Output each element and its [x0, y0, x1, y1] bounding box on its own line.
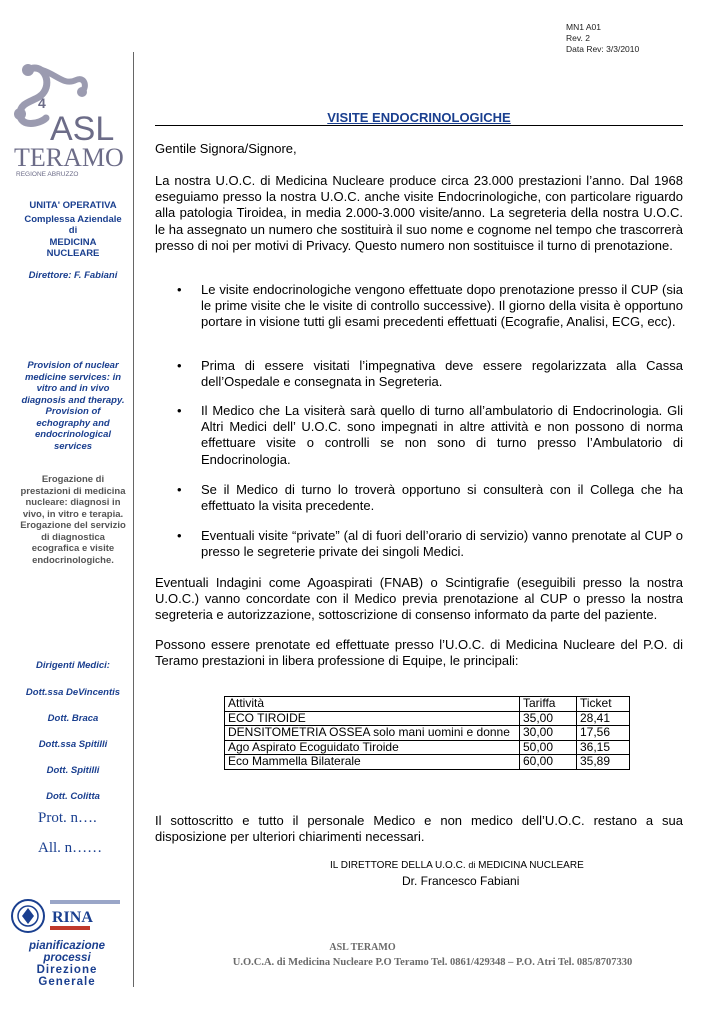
- svg-text:ASL: ASL: [50, 110, 115, 148]
- bullet-icon: •: [177, 482, 182, 497]
- bullet-item: Eventuali visite “private” (al di fuori dell’orario di servizio) vanno prenotate al CUP o presso le segreterie private dei singoli Medici.: [201, 528, 683, 560]
- asl-logo: [12, 58, 130, 178]
- unit-line-5: NUCLEARE: [46, 248, 100, 259]
- signature-role-part: di: [468, 860, 476, 870]
- rina-seal-icon: [10, 898, 122, 934]
- doc-date: Data Rev: 3/3/2010: [566, 44, 640, 54]
- svg-text:4: 4: [38, 95, 46, 111]
- svg-text:RINA: RINA: [52, 909, 93, 926]
- bullet-item: Le visite endocrinologiche vengono effettuate dopo prenotazione presso il CUP (sia le prime visite che le visite di controllo successive). Il giorno della visita è opportuno portare in visione tutti gli esami precedenti effettuati (Ecografie, Analisi, ECG, ecc).: [201, 282, 683, 330]
- table-row: [225, 711, 630, 726]
- closing-paragraph: Il sottoscritto e tutto il personale Medico e non medico dell’U.O.C. restano a sua disposizione per ulteriori chiarimenti necessari.: [155, 813, 683, 845]
- greeting: Gentile Signora/Signore,: [155, 141, 297, 156]
- table-row: [225, 740, 630, 755]
- page-title: VISITE ENDOCRINOLOGICHE: [327, 110, 511, 125]
- unit-line-3: di: [68, 225, 78, 236]
- table-cell: 35,00: [520, 711, 577, 726]
- bullet-item: Il Medico che La visiterà sarà quello di turno all’ambulatorio di Endocrinologia. Gli Altri Medici dell’ U.O.C. sono impegnati in altre attività e non possono di norma effettuare visite o controlli se non sono di turno presso l’Ambulatorio di Endocrinologia.: [201, 403, 683, 467]
- signature-role-part: IL DIRETTORE DELLA U.O.C.: [330, 860, 469, 871]
- bullet-icon: •: [177, 358, 182, 373]
- sidebar-divider: [133, 52, 134, 987]
- table-cell: ECO TIROIDE: [225, 711, 520, 726]
- bullet-item: Se il Medico di turno lo troverà opportuno si consulterà con il Collega che ha effettuato la visita precedente.: [201, 482, 683, 514]
- table-row: [225, 755, 630, 770]
- unit-block: [18, 200, 128, 260]
- signature-name: Dr. Francesco Fabiani: [402, 874, 520, 888]
- bullet-item: Prima di essere visitati l’impegnativa deve essere regolarizzata alla Cassa dell’Ospedale e consegnata in Segreteria.: [201, 358, 683, 390]
- unit-line-1: UNITA' OPERATIVA: [29, 200, 117, 211]
- direzione-label: Direzione Generale: [36, 964, 98, 988]
- svg-text:TERAMO: TERAMO: [14, 143, 124, 172]
- tariff-table: [224, 696, 630, 770]
- protocol-number: Prot. n….: [38, 810, 97, 826]
- libera-professione-paragraph: Possono essere prenotate ed effettuate presso l’U.O.C. di Medicina Nucleare del P.O. di Teramo prestazioni in libera professione di Equipe, le principali:: [155, 637, 683, 669]
- table-cell: 35,89: [577, 755, 630, 770]
- signature-role: [330, 860, 584, 871]
- svg-text:REGIONE ABRUZZO: REGIONE ABRUZZO: [16, 171, 79, 178]
- table-cell: Eco Mammella Bilaterale: [225, 755, 520, 770]
- doctor-item: Dott. Spitilli: [46, 765, 100, 776]
- bullet-icon: •: [177, 403, 182, 418]
- table-cell: 60,00: [520, 755, 577, 770]
- rina-certification-badge: [10, 898, 122, 934]
- indagini-paragraph: Eventuali Indagini come Agoaspirati (FNAB) o Scintigrafie (eseguibili presso la nostra U.O.C.) vanno concordate con il Medico previa prenotazione al CUP o presso la nostra segreteria e autorizzazione, sottoscrizione di consenso informato da parte del paziente.: [155, 575, 683, 623]
- table-cell: 17,56: [577, 726, 630, 741]
- doctor-item: Dott. Braca: [47, 713, 99, 724]
- attachment-number: All. n……: [38, 840, 103, 856]
- signature-role-part: MEDICINA NUCLEARE: [475, 860, 584, 871]
- table-row: [225, 726, 630, 741]
- table-cell: 30,00: [520, 726, 577, 741]
- table-cell: 28,41: [577, 711, 630, 726]
- bullet-icon: •: [177, 282, 182, 297]
- table-cell: DENSITOMETRIA OSSEA solo mani uomini e donne: [225, 726, 520, 741]
- column-header: Ticket: [577, 697, 630, 712]
- title-rule: [155, 125, 683, 126]
- intro-paragraph: La nostra U.O.C. di Medicina Nucleare produce circa 23.000 prestazioni l’anno. Dal 1968 eseguiamo presso la nostra U.O.C. anche visite Endocrinologiche, con particolare riguardo alla patologia Tiroidea, in media 2.000-3.000 visite/anno. La segreteria della nostra U.O.C. le ha assegnato un numero che sostituirà il suo nome e cognome nel tempo che trascorrerà presso di noi per motivi di Privacy. Questo numero non sostituisce il turno di prenotazione.: [155, 173, 683, 253]
- italian-description: Erogazione di prestazioni di medicina nucleare: diagnosi in vivo, in vitro e terapia. Erogazione del servizio di diagnostica ecografica e visite endocrinologiche.: [20, 474, 126, 566]
- doctor-item: Dott.ssa Spitilli: [38, 739, 108, 750]
- table-header-row: [225, 697, 630, 712]
- column-header: Tariffa: [520, 697, 577, 712]
- table-cell: 50,00: [520, 740, 577, 755]
- table-cell: Ago Aspirato Ecoguidato Tiroide: [225, 740, 520, 755]
- footer-org: ASL TERAMO: [329, 942, 396, 953]
- pianificazione-label: pianificazione processi: [28, 940, 106, 964]
- unit-line-4: MEDICINA: [49, 236, 97, 248]
- doctor-item: Dott. Colitta: [46, 791, 100, 802]
- table-cell: 36,15: [577, 740, 630, 755]
- bullet-icon: •: [177, 528, 182, 543]
- asl-logo-graphic: [12, 58, 130, 178]
- english-description: Provision of nuclear medicine services: in vitro and in vivo diagnosis and therapy. Provision of echography and endocrinological services: [21, 360, 125, 452]
- document-reference: [566, 22, 639, 55]
- footer-contacts: U.O.C.A. di Medicina Nucleare P.O Teramo Tel. 0861/429348 – P.O. Atri Tel. 085/8707330: [232, 957, 633, 968]
- unit-line-2: Complessa Aziendale: [24, 213, 122, 225]
- director-label: Direttore: F. Fabiani: [28, 270, 118, 281]
- column-header: Attività: [225, 697, 520, 712]
- doc-code: MN1 A01: [566, 22, 601, 32]
- doc-revision: Rev. 2: [566, 33, 590, 43]
- doctor-item: Dott.ssa DeVincentis: [25, 687, 121, 698]
- doctors-heading: Dirigenti Medici:: [36, 660, 110, 671]
